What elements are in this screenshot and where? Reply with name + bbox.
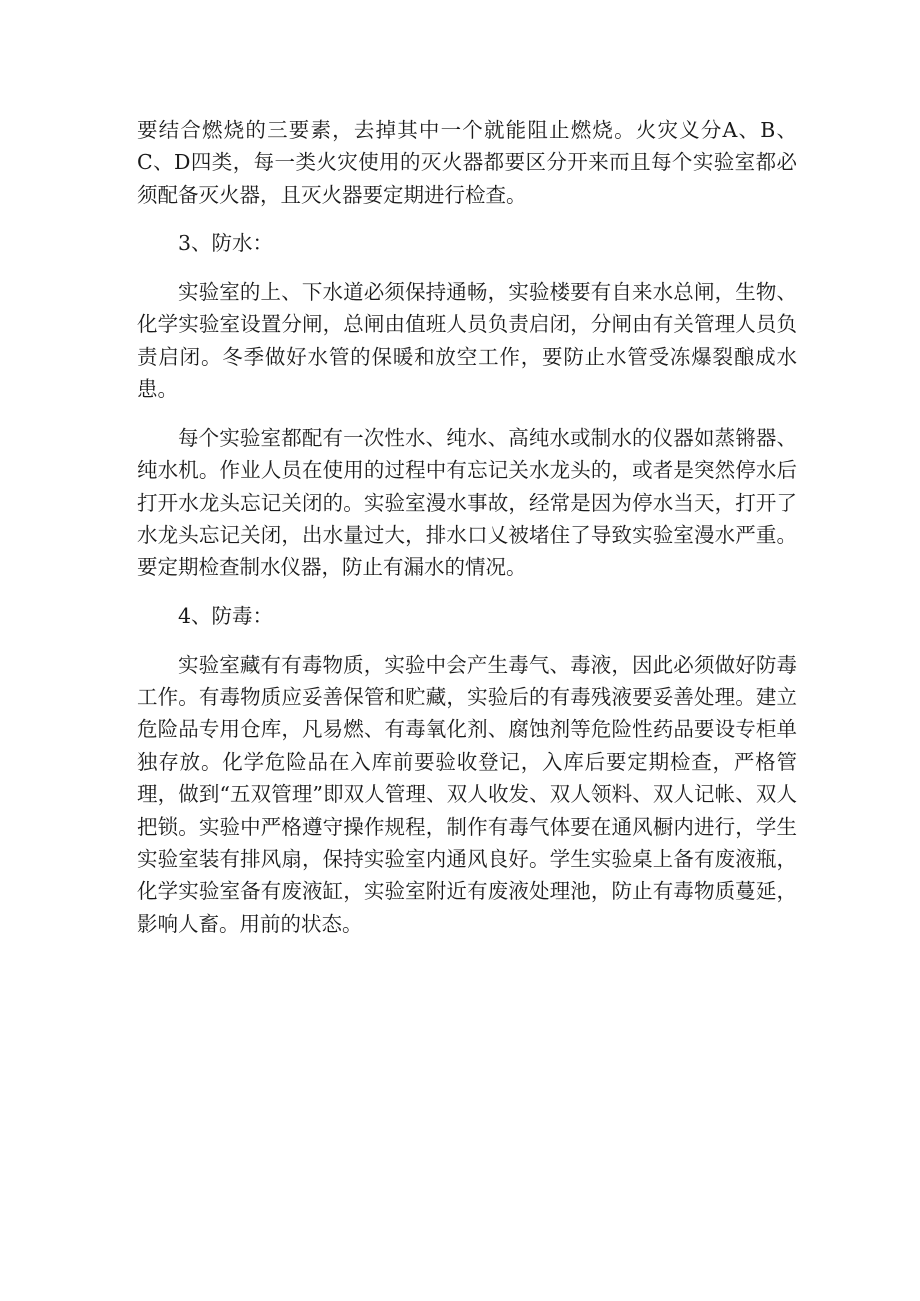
document-body [137, 114, 797, 956]
section-heading-poison-prevention: 4、防毒： [178, 604, 274, 629]
section-heading-waterproof: 3、防水： [178, 231, 274, 256]
paragraph-toxic-substances: 实验室藏有有毒物质，实验中会产生毒气、毒液，因此必须做好防毒工作。有毒物质应妥善保管和贮藏，实验后的有毒残液要妥善处理。建立危险品专用仓库，凡易燃、有毒氧化剂、腐蚀剂等危险性药品要设专柜单独存放。化学危险品在入库前要验收登记，入库后要定期检查，严格管理，做到“五双管理”即双人管理、双人收发、双人领料、双人记帐、双人把锁。实验中严格遵守操作规程，制作有毒气体要在通风橱内进行，学生实验室装有排风扇，保持实验室内通风良好。学生实验桌上备有废液瓶，化学实验室备有废液缸，实验室附近有废液处理池，防止有毒物质蔓延，影响人畜。用前的状态。 [137, 652, 797, 936]
paragraph-water-pipes: 实验室的上、下水道必须保持通畅，实验楼要有自来水总闸，生物、化学实验室设置分闸，总闸由值班人员负责启闭，分闸由有关管理人员负责启闭。冬季做好水管的保暖和放空工作，要防止水管受冻爆裂酿成水患。 [137, 280, 797, 402]
paragraph-fire-continuation: 要结合燃烧的三要素，去掉其中一个就能阻止燃烧。火灾义分A、B、C、D四类，每一类火灾使用的灭火器都要区分开来而且每个实验室都必须配备灭火器，且灭火器要定期进行检查。 [137, 118, 797, 207]
paragraph-water-instruments: 每个实验室都配有一次性水、纯水、高纯水或制水的仪器如蒸锵器、纯水机。作业人员在使用的过程中有忘记关水龙头的，或者是突然停水后打开水龙头忘记关闭的。实验室漫水事故，经常是因为停水当天，打开了水龙头忘记关闭，出水量过大，排水口乂被堵住了导致实验室漫水严重。要定期检查制水仪器，防止有漏水的情况。 [137, 425, 797, 580]
